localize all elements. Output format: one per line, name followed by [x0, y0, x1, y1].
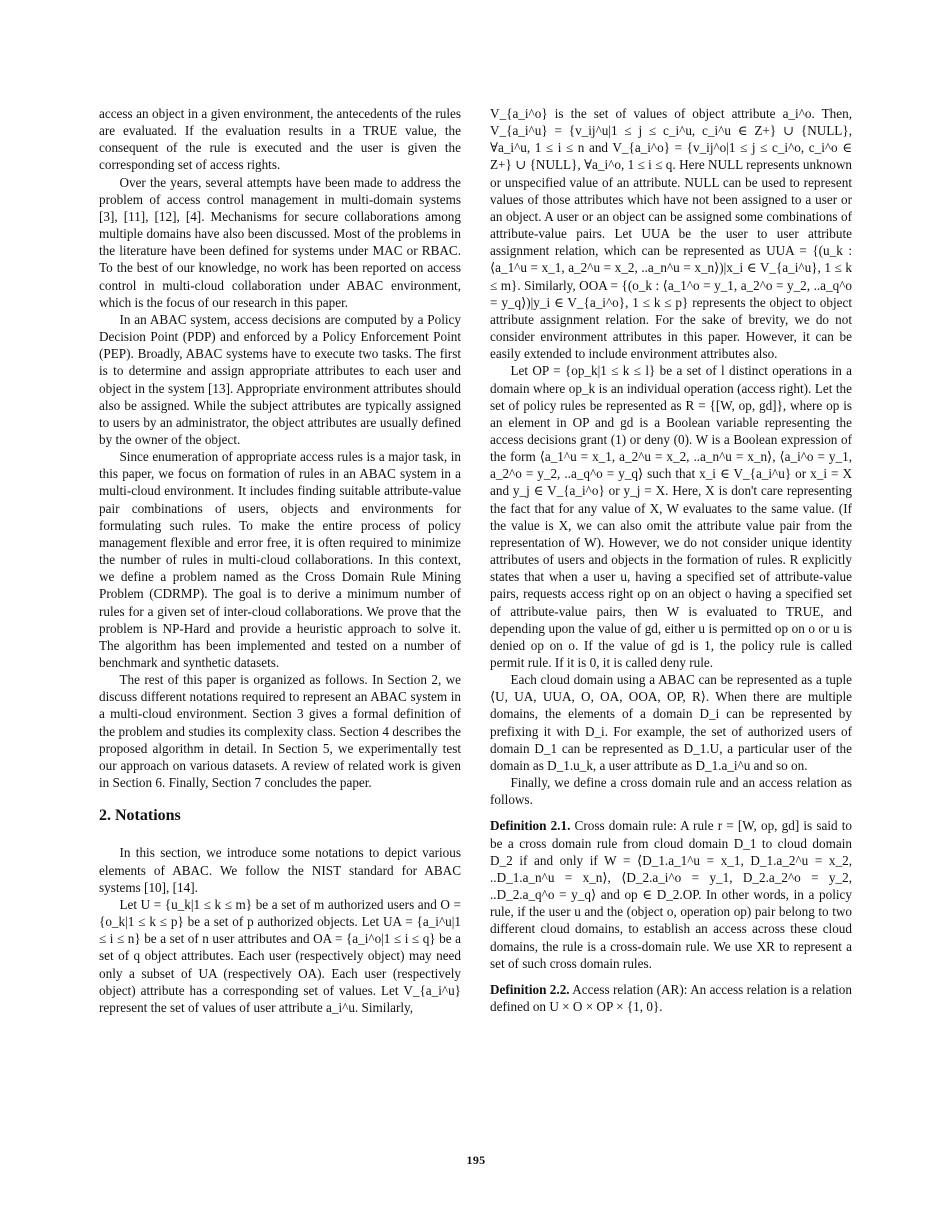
right-column	[490, 105, 852, 1015]
paragraph: V_{a_i^o} is the set of values of object attribute a_i^o. Then, V_{a_i^u} = {v_ij^u|1 ≤ j ≤ c_i^u, c_i^u ∈ Z+} ∪ {NULL}, ∀a_i^u, 1 ≤ i ≤ n and V_{a_i^o} = {v_ij^o|1 ≤ j ≤ c_i^o, c_i^o ∈ Z+} ∪ {NULL}, ∀a_i^o, 1 ≤ i ≤ q. Here NULL represents unknown or unspecified value of an attribute. NULL can be used to represent values of those attributes which have not been assigned to a user or an object. A user or an object can be assigned some combinations of attribute-value pairs. Let UUA be the user to user attribute assignment relation, which can be represented as UUA = {(u_k : ⟨a_1^u = x_1, a_2^u = x_2, ..a_n^u = x_n⟩)|x_i ∈ V_{a_i^u}, 1 ≤ k ≤ m}. Similarly, OOA = {(o_k : ⟨a_1^o = y_1, a_2^o = y_2, ..a_q^o = y_q⟩)|y_i ∈ V_{a_i^o}, 1 ≤ k ≤ p} represents the object to object attribute assignment relation. For the sake of brevity, we do not consider environment attributes in this paper. However, it can be easily extended to include environment attributes also.	[490, 106, 852, 362]
paragraph: In this section, we introduce some notations to depict various elements of ABAC. We follow the NIST standard for ABAC systems [10], [14].	[99, 845, 461, 895]
paragraph: Each cloud domain using a ABAC can be represented as a tuple ⟨U, UA, UUA, O, OA, OOA, OP, R⟩. When there are multiple domains, the elements of a domain D_i can be represented by prefixing it with D_i. For example, the set of authorized users of domain D_1 can be represented as D_1.U, a particular user of the domain as D_1.u_k, a user attribute as D_1.a_i^u and so on.	[490, 672, 852, 773]
definition-2-2	[490, 981, 852, 1015]
paragraph: In an ABAC system, access decisions are computed by a Policy Decision Point (PDP) and enforced by a Policy Enforcement Point (PEP). Broadly, ABAC systems have to execute two tasks. The first is to determine and assign appropriate attributes to each user and object in the system [13]. Appropriate environment attributes should also be assigned. While the subject attributes are typically assigned to users by an administrator, the object attributes are usually defined by the owner of the object.	[99, 311, 461, 447]
page-number: 195	[466, 1153, 486, 1167]
paragraph: Finally, we define a cross domain rule and an access relation as follows.	[490, 775, 852, 808]
paragraph: Let OP = {op_k|1 ≤ k ≤ l} be a set of l distinct operations in a domain where op_k is an individual operation (access right). Let the set of policy rules be represented as R = {[W, op, gd]}, where op is an element in OP and gd is a Boolean variable representing the access decisions grant (1) or deny (0). W is a Boolean expression of the form ⟨a_1^u = x_1, a_2^u = x_2, ..a_n^u = x_n⟩, ⟨a_i^o = y_1, a_2^o = y_2, ..a_q^o = y_q⟩ such that x_i ∈ V_{a_i^u} or x_i = X and y_j ∈ V_{a_i^o} or y_j = X. Here, X is don't care representing the fact that for any value of X, W evaluates to the same value. (If the value is X, we can also omit the attribute value pair from the representation of W). However, we do not consider unique identity attributes of users and objects in the formation of rules. R explicitly states that when a user u, having a specified set of attribute-value pairs, requests access right op on an object o having a specified set of attribute-value pairs, then W is evaluated to TRUE, and depending upon the value of gd, either u is permitted op on o or u is denied op on o. If the value of gd is 1, the policy rule is called permit rule. If it is 0, it is called deny rule.	[490, 363, 852, 670]
definition-title: Definition 2.1.	[490, 818, 571, 834]
left-column	[99, 105, 461, 1016]
paragraph: Over the years, several attempts have been made to address the problem of access control management in multi-domain systems [3], [11], [12], [4]. Mechanisms for secure collaborations among multiple domains have also been discussed. Most of the problems in the literature have been defined for systems under MAC or RBAC. To the best of our knowledge, no work has been reported on access control in multi-cloud collaboration under ABAC environment, which is the focus of our research in this paper.	[99, 174, 461, 310]
section-heading: 2. Notations	[99, 807, 181, 825]
definition-text: Access relation (AR): An access relation is a relation defined on U × O × OP × {1, 0}.	[490, 981, 852, 1014]
paragraph: The rest of this paper is organized as follows. In Section 2, we discuss different notations required to represent an ABAC system in a multi-cloud environment. Section 3 gives a formal definition of the problem and studies its complexity class. Section 4 describes the proposed algorithm in detail. In Section 5, we experimentally test our approach on various datasets. A review of related work is given in Section 6. Finally, Section 7 concludes the paper.	[99, 672, 461, 791]
definition-title: Definition 2.2.	[490, 981, 570, 997]
paragraph: Let U = {u_k|1 ≤ k ≤ m} be a set of m authorized users and O = {o_k|1 ≤ k ≤ p} be a set of p authorized objects. Let UA = {a_i^u|1 ≤ i ≤ n} be a set of n user attributes and OA = {a_i^o|1 ≤ i ≤ q} be a set of q object attributes. Each user (respectively object) may need only a subset of UA (respectively OA). Each user (respectively object) attribute has a corresponding set of values. Let V_{a_i^u} represent the set of values of user attribute a_i^u. Similarly,	[99, 896, 461, 1015]
definition-text: Cross domain rule: A rule r = [W, op, gd] is said to be a cross domain rule from cloud domain D_1 to cloud domain D_2 if and only if W = ⟨D_1.a_1^u = x_1, D_1.a_2^u = x_2, ..D_1.a_n^u = x_n⟩, ⟨D_2.a_i^o = y_1, D_2.a_2^o = y_2, ..D_2.a_q^o = y_q⟩ and op ∈ D_2.OP. In other words, in a policy rule, if the user u and the (object o, operation op) pair belong to two different cloud domains, to establish an access across these cloud domains, the rule is a cross-domain rule. We use XR to represent a set of such cross domain rules.	[490, 818, 853, 971]
paragraph: access an object in a given environment, the antecedents of the rules are evaluated. If the evaluation results in a TRUE value, the consequent of the rule is executed and the user is given the corresponding set of access rights.	[99, 106, 461, 173]
paragraph: Since enumeration of appropriate access rules is a major task, in this paper, we focus on formation of rules in an ABAC system in a multi-cloud environment. It includes finding suitable attribute-value pair combinations of users, objects and environments for formulating such rules. To make the entire process of policy management flexible and error free, it is often required to minimize the number of rules in multi-cloud collaborations. In this context, we define a problem named as the Cross Domain Rule Mining Problem (CDRMP). The goal is to derive a minimum number of rules for a given set of inter-cloud collaborations. We prove that the problem is NP-Hard and provide a heuristic approach to solve it. The algorithm has been implemented and tested on a number of benchmark and synthetic datasets.	[99, 449, 461, 670]
definition-2-1	[490, 817, 852, 971]
